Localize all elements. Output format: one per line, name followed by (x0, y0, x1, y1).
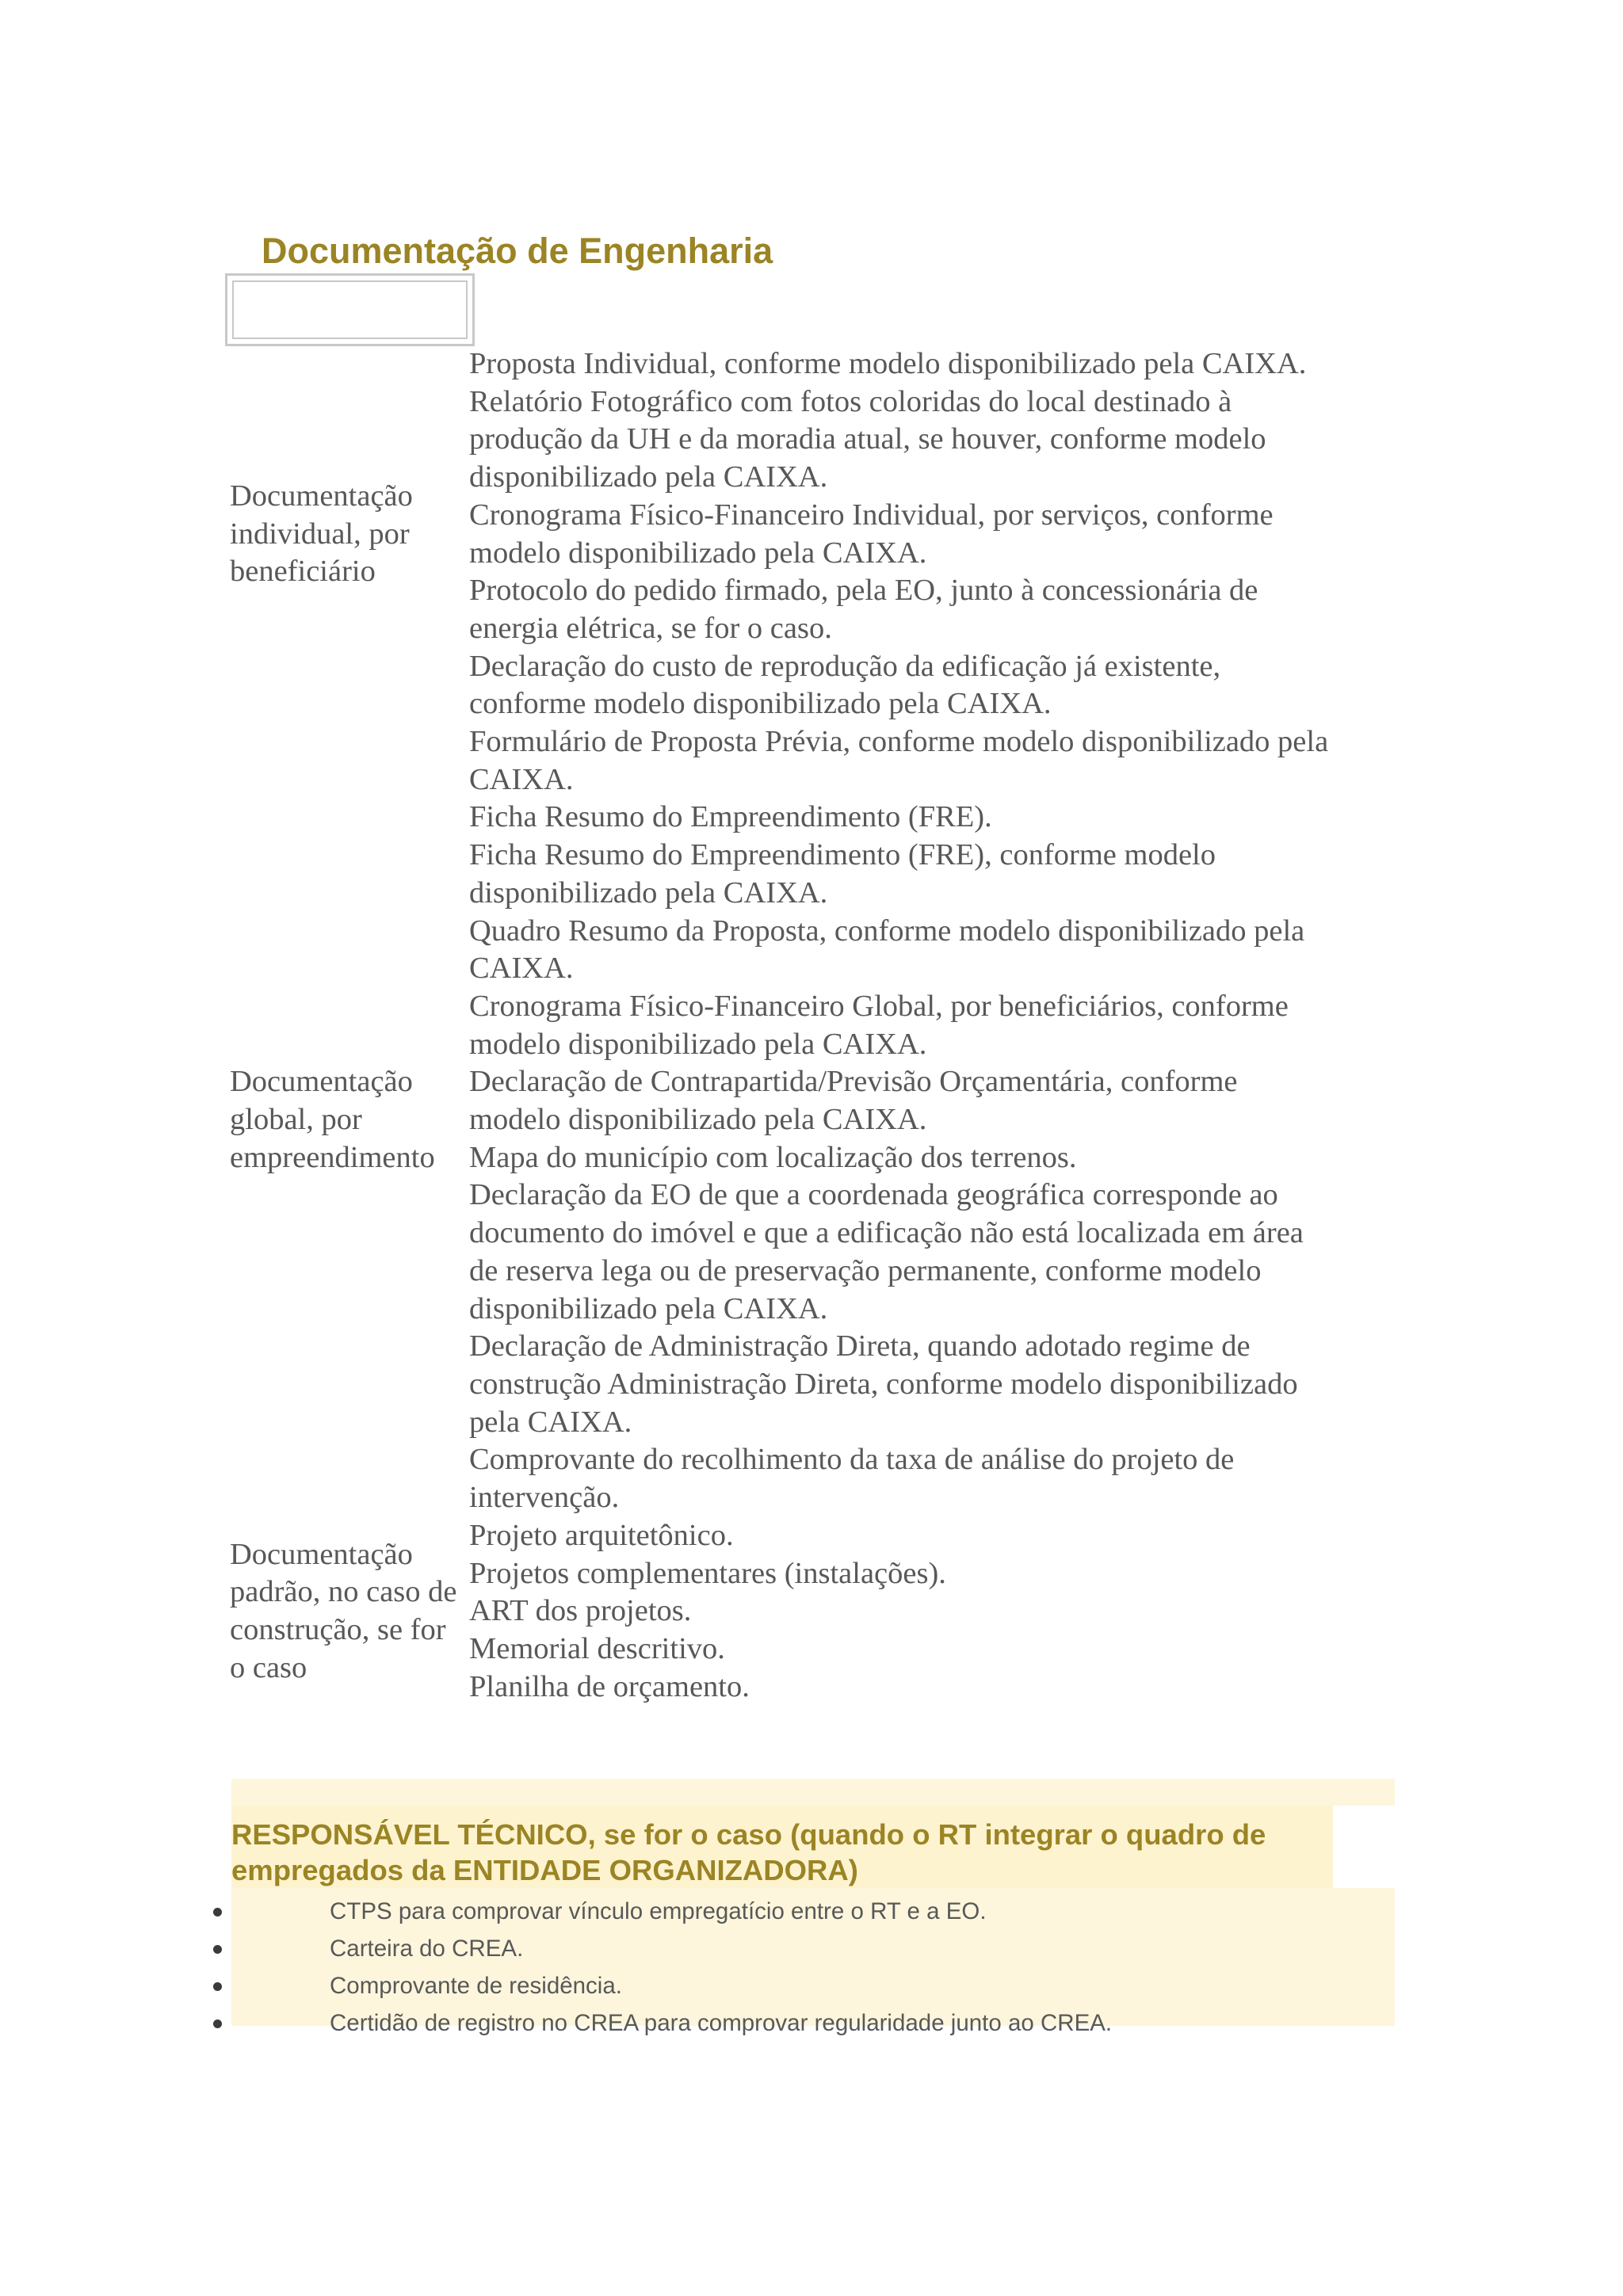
doc-item: Formulário de Proposta Prévia, conforme modelo disponibilizado pela CAIXA. (469, 725, 1329, 796)
page-title: Documentação de Engenharia (262, 231, 773, 271)
rt-requirements-list (211, 1895, 1112, 2044)
doc-item: Planilha de orçamento. (469, 1669, 750, 1703)
doc-item: Projetos complementares (instalações). (469, 1556, 946, 1590)
documentation-table (230, 345, 1331, 1706)
doc-item: Cronograma Físico-Financeiro Global, por beneficiários, conforme modelo disponibilizado pela CAIXA. (469, 989, 1289, 1061)
doc-item: Declaração de Contrapartida/Previsão Orçamentária, conforme modelo disponibilizado pela CAIXA. (469, 1065, 1238, 1137)
doc-item: Ficha Resumo do Empreendimento (FRE), conforme modelo disponibilizado pela CAIXA. (469, 838, 1216, 910)
empty-header-cell (225, 273, 475, 346)
list-item (211, 1970, 1112, 2007)
bullet-icon (213, 1908, 222, 1917)
doc-item: Projeto arquitetônico. (469, 1518, 734, 1552)
list-item (211, 1895, 1112, 1932)
doc-item: Ficha Resumo do Empreendimento (FRE). (469, 800, 992, 834)
doc-row-global (230, 723, 1331, 1517)
bullet-icon (213, 1945, 222, 1954)
doc-label-global: Documentação global, por empreendimento (230, 1065, 435, 1174)
doc-row-individual (230, 345, 1331, 723)
doc-item: Declaração de Administração Direta, quando adotado regime de construção Administração Direta, conforme modelo disponibilizado pela CAIXA. (469, 1329, 1298, 1439)
doc-item: Declaração do custo de reprodução da edificação já existente, conforme modelo disponibilizado pela CAIXA. (469, 649, 1221, 721)
doc-item: Comprovante do recolhimento da taxa de análise do projeto de intervenção. (469, 1443, 1235, 1515)
doc-item: Mapa do município com localização dos terrenos. (469, 1140, 1077, 1174)
doc-item: ART dos projetos. (469, 1594, 692, 1628)
rt-heading-gap (1333, 1806, 1395, 1888)
doc-item: Protocolo do pedido firmado, pela EO, junto à concessionária de energia elétrica, se for o caso. (469, 574, 1258, 645)
doc-label-individual: Documentação individual, por beneficiário (230, 479, 413, 589)
doc-label-padrao: Documentação padrão, no caso de construção, se for o caso (230, 1537, 457, 1684)
doc-row-padrao (230, 1517, 1331, 1707)
list-item-text: CTPS para comprovar vínculo empregatício entre o RT e a EO. (330, 1898, 987, 1924)
doc-item: Quadro Resumo da Proposta, conforme modelo disponibilizado pela CAIXA. (469, 913, 1305, 986)
bullet-icon (213, 2019, 222, 2028)
doc-item: Relatório Fotográfico com fotos coloridas do local destinado à produção da UH e da moradia atual, se houver, conforme modelo disponibilizado pela CAIXA. (469, 384, 1266, 494)
list-item-text: Certidão de registro no CREA para comprovar regularidade junto ao CREA. (330, 2010, 1113, 2036)
doc-item: Memorial descritivo. (469, 1631, 725, 1665)
doc-items-padrao (468, 1517, 1333, 1707)
doc-item: Proposta Individual, conforme modelo disponibilizado pela CAIXA. (469, 347, 1307, 380)
rt-heading: RESPONSÁVEL TÉCNICO, se for o caso (quando o RT integrar o quadro de empregados da ENTIDADE ORGANIZADORA) (231, 1818, 1266, 1886)
bullet-icon (213, 1982, 222, 1991)
doc-item: Declaração da EO de que a coordenada geográfica corresponde ao documento do imóvel e que a edificação não está localizada em área de reserva lega ou de preservação permanente, conforme modelo disponibilizado pela CAIXA. (469, 1178, 1304, 1325)
list-item (211, 2007, 1112, 2044)
list-item-text: Comprovante de residência. (330, 1973, 622, 1999)
list-item (211, 1932, 1112, 1970)
doc-item: Cronograma Físico-Financeiro Individual, por serviços, conforme modelo disponibilizado pela CAIXA. (469, 498, 1274, 570)
doc-items-global (468, 723, 1333, 1517)
list-item-text: Carteira do CREA. (330, 1936, 524, 1962)
doc-items-individual (468, 345, 1333, 723)
